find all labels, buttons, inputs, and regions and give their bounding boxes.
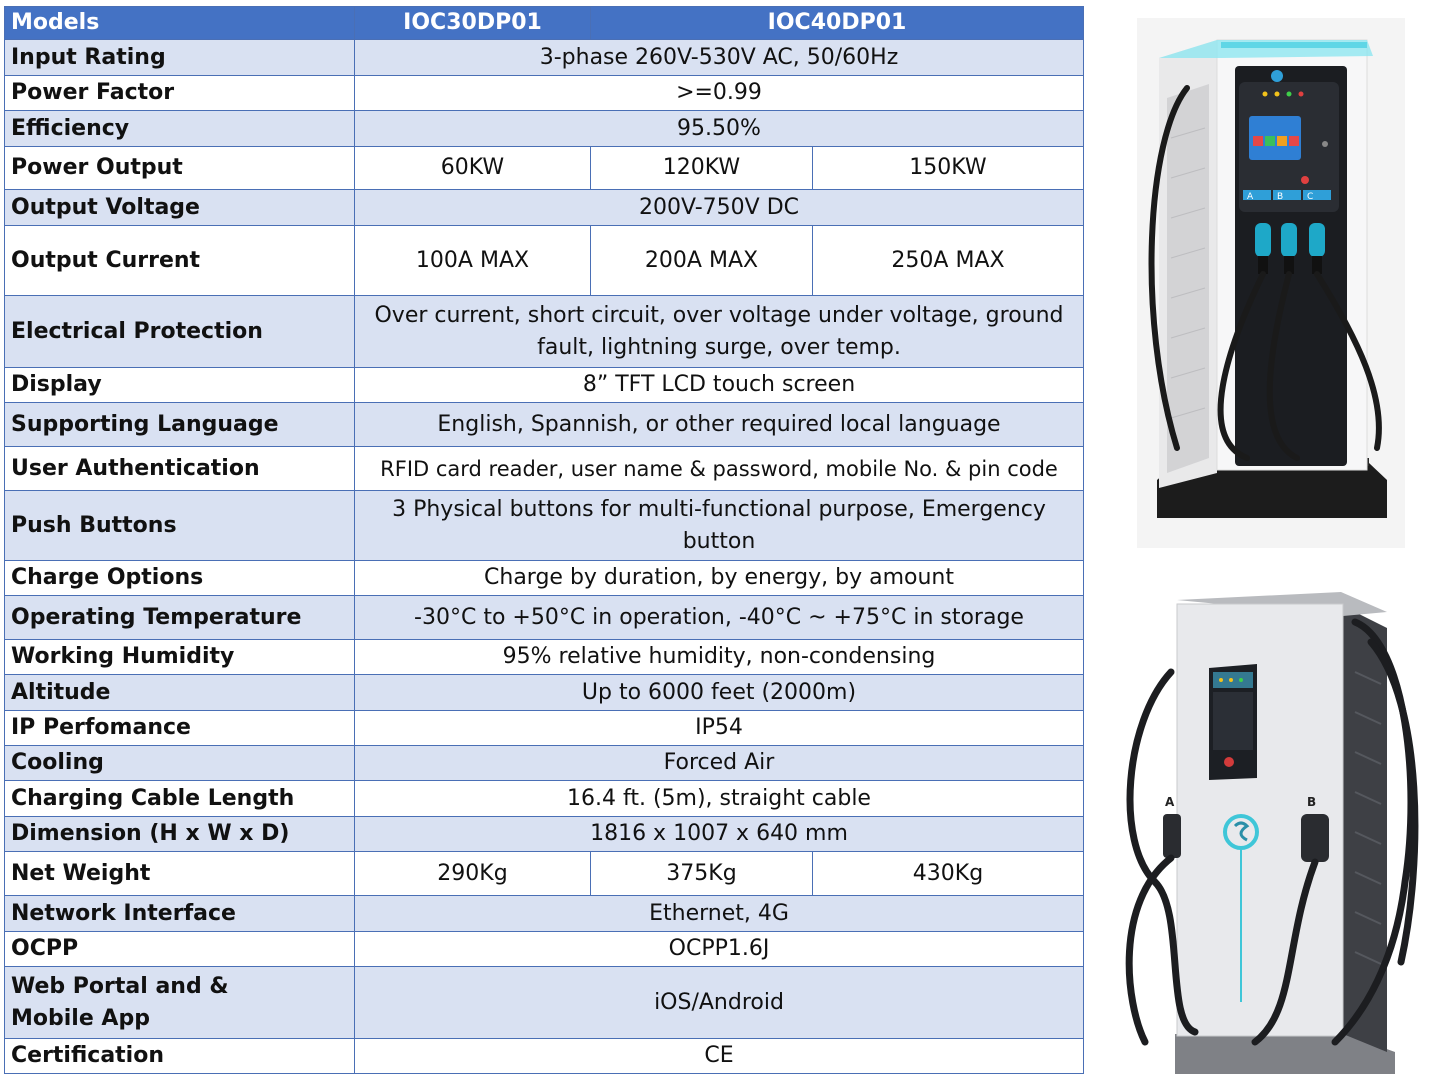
row-value: 3 Physical buttons for multi-functional purpose, Emergency button [355,491,1084,561]
table-row [5,967,1084,1039]
row-value-2: 200A MAX [591,226,813,296]
row-value: CE [355,1039,1084,1074]
row-value: 95.50% [355,111,1084,147]
table-row [5,817,1084,852]
row-value-3: 250A MAX [813,226,1084,296]
row-label: Electrical Protection [5,296,355,368]
table-row [5,746,1084,781]
table-row [5,403,1084,447]
table-row [5,111,1084,147]
table-row [5,852,1084,896]
row-value: 8” TFT LCD touch screen [355,368,1084,403]
header-models: Models [5,7,355,40]
row-label: Net Weight [5,852,355,896]
row-label: Operating Temperature [5,596,355,640]
table-row [5,932,1084,967]
table-row [5,76,1084,111]
row-value: 200V-750V DC [355,190,1084,226]
row-label: Supporting Language [5,403,355,447]
charger-photo-two-gun [1105,582,1423,1082]
row-value-3: 150KW [813,147,1084,190]
table-row [5,447,1084,491]
row-value: Charge by duration, by energy, by amount [355,561,1084,596]
table-row [5,368,1084,403]
header-model-1: IOC30DP01 [355,7,591,40]
row-label: Charging Cable Length [5,781,355,817]
table-row [5,147,1084,190]
table-row [5,296,1084,368]
row-value-2: 375Kg [591,852,813,896]
spec-table [4,6,1084,1074]
port-b-label: B [1277,192,1284,202]
row-value: Forced Air [355,746,1084,781]
table-row [5,711,1084,746]
row-value: OCPP1.6J [355,932,1084,967]
table-row [5,1039,1084,1074]
row-label: Network Interface [5,896,355,932]
table-row [5,491,1084,561]
table-row [5,561,1084,596]
table-row [5,781,1084,817]
row-label: Push Buttons [5,491,355,561]
row-value: 3-phase 260V-530V AC, 50/60Hz [355,40,1084,76]
row-label: Web Portal and & Mobile App [5,967,355,1039]
row-label: Display [5,368,355,403]
port-a-label: A [1247,192,1254,202]
row-label: Charge Options [5,561,355,596]
table-row [5,190,1084,226]
row-label: OCPP [5,932,355,967]
port-b-label: B [1307,795,1317,809]
row-value: Over current, short circuit, over voltage under voltage, ground fault, lightning surge, over temp. [355,296,1084,368]
row-value: 95% relative humidity, non-condensing [355,640,1084,675]
charger-photo-three-gun [1137,18,1405,548]
row-label: Power Output [5,147,355,190]
row-value: IP54 [355,711,1084,746]
row-value-1: 60KW [355,147,591,190]
port-c-label: C [1307,192,1314,202]
table-row [5,40,1084,76]
row-value: iOS/Android [355,967,1084,1039]
row-value: English, Spannish, or other required local language [355,403,1084,447]
row-label: Certification [5,1039,355,1074]
row-value: Up to 6000 feet (2000m) [355,675,1084,711]
row-value: 1816 x 1007 x 640 mm [355,817,1084,852]
row-value: Ethernet, 4G [355,896,1084,932]
row-label: Cooling [5,746,355,781]
row-label: Altitude [5,675,355,711]
header-model-2: IOC40DP01 [591,7,1084,40]
row-label: User Authentication [5,447,355,491]
row-label: Input Rating [5,40,355,76]
row-label: Efficiency [5,111,355,147]
row-value: 16.4 ft. (5m), straight cable [355,781,1084,817]
row-value: RFID card reader, user name & password, mobile No. & pin code [355,447,1084,491]
row-label: Power Factor [5,76,355,111]
row-value-1: 290Kg [355,852,591,896]
header-row [5,7,1084,40]
row-label: Output Current [5,226,355,296]
table-row [5,675,1084,711]
row-value-3: 430Kg [813,852,1084,896]
row-label: IP Perfomance [5,711,355,746]
row-value: >=0.99 [355,76,1084,111]
table-row [5,640,1084,675]
row-value-1: 100A MAX [355,226,591,296]
row-value: -30°C to +50°C in operation, -40°C ~ +75°C in storage [355,596,1084,640]
row-label: Working Humidity [5,640,355,675]
table-row [5,596,1084,640]
row-label: Output Voltage [5,190,355,226]
row-value-2: 120KW [591,147,813,190]
row-label: Dimension (H x W x D) [5,817,355,852]
table-row [5,896,1084,932]
table-row [5,226,1084,296]
port-a-label: A [1165,795,1175,809]
